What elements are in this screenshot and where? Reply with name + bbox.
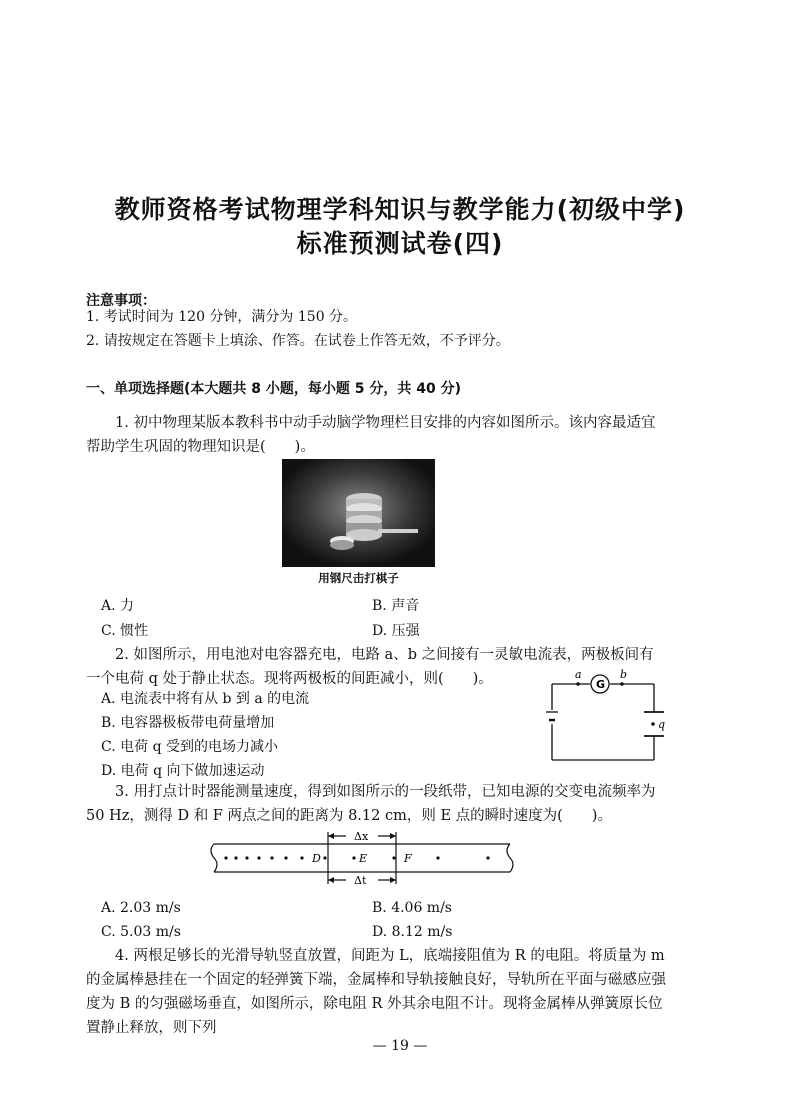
notice-heading: 注意事项：: [86, 293, 156, 309]
notice-item-1: 1. 考试时间为 120 分钟，满分为 150 分。: [86, 309, 358, 325]
point-e-label: E: [359, 852, 368, 865]
section-heading: 一、单项选择题(本大题共 8 小题，每小题 5 分，共 40 分): [86, 381, 462, 397]
node-b: [620, 682, 624, 686]
question-1-text: 1. 初中物理某版本教科书中动手动脑学物理栏目安排的内容如图所示。该内容最适宜帮助学生巩固的物理知识是( )。: [86, 415, 656, 455]
question-2-text: 2. 如图所示，用电池对电容器充电，电路 a、b 之间接有一灵敏电流表，两极板间有一个电荷 q 处于静止状态。现将两极板的间距减小，则( )。: [86, 647, 654, 687]
q1-option-b: B. 声音: [372, 598, 420, 614]
point-f-label: F: [404, 852, 412, 865]
label-a: a: [575, 668, 582, 681]
label-b: b: [620, 668, 628, 681]
q3-option-d: D. 8.12 m/s: [372, 924, 453, 940]
delta-x-label: Δx: [354, 830, 369, 843]
delta-t-label: Δt: [354, 874, 367, 887]
question-3-text: 3. 用打点计时器能测量速度，得到如图所示的一段纸带，已知电源的交变电流频率为 50 Hz，测得 D 和 F 两点之间的距离为 8.12 cm，则 E 点的瞬时速度为( )。: [86, 784, 656, 824]
galvanometer-label: G: [596, 678, 606, 691]
q3-option-c: C. 5.03 m/s: [101, 924, 181, 940]
q1-option-d: D. 压强: [372, 623, 420, 639]
q3-option-a: A. 2.03 m/s: [101, 900, 181, 916]
node-a: [576, 682, 580, 686]
photo-caption: 用钢尺击打棋子: [318, 571, 399, 585]
paper-title-line2: 标准预测试卷(四): [296, 229, 504, 258]
chess-pieces-photo: [282, 459, 435, 567]
page-number: — 19 —: [372, 1038, 428, 1054]
q3-option-b: B. 4.06 m/s: [372, 900, 452, 916]
label-q: q: [658, 718, 666, 731]
q2-option-b: B. 电容器极板带电荷量增加: [101, 715, 275, 731]
point-d-label: D: [312, 852, 321, 865]
paper-title-line1: 教师资格考试物理学科知识与教学能力(初级中学): [114, 195, 686, 224]
capacitor-circuit-diagram: [540, 668, 670, 774]
notice-item-2: 2. 请按规定在答题卡上填涂、作答。在试卷上作答无效，不予评分。: [86, 333, 510, 349]
q1-option-c: C. 惯性: [101, 623, 149, 639]
q2-option-a: A. 电流表中将有从 b 到 a 的电流: [101, 691, 310, 707]
q2-option-c: C. 电荷 q 受到的电场力减小: [101, 739, 278, 755]
q1-option-a: A. 力: [101, 598, 135, 614]
q2-option-d: D. 电荷 q 向下做加速运动: [101, 763, 265, 779]
ticker-tape-diagram: [206, 822, 518, 892]
question-4-text: 4. 两根足够长的光滑导轨竖直放置，间距为 L，底端接阻值为 R 的电阻。将质量为 m 的金属棒悬挂在一个固定的轻弹簧下端，金属棒和导轨接触良好，导轨所在平面与磁感应强度为 B 的匀强磁场垂直，如图所示，除电阻 R 外其余电阻不计。现将金属棒从弹簧原长位置静止释放，则下列: [86, 948, 666, 1036]
charge-q: [651, 722, 655, 726]
